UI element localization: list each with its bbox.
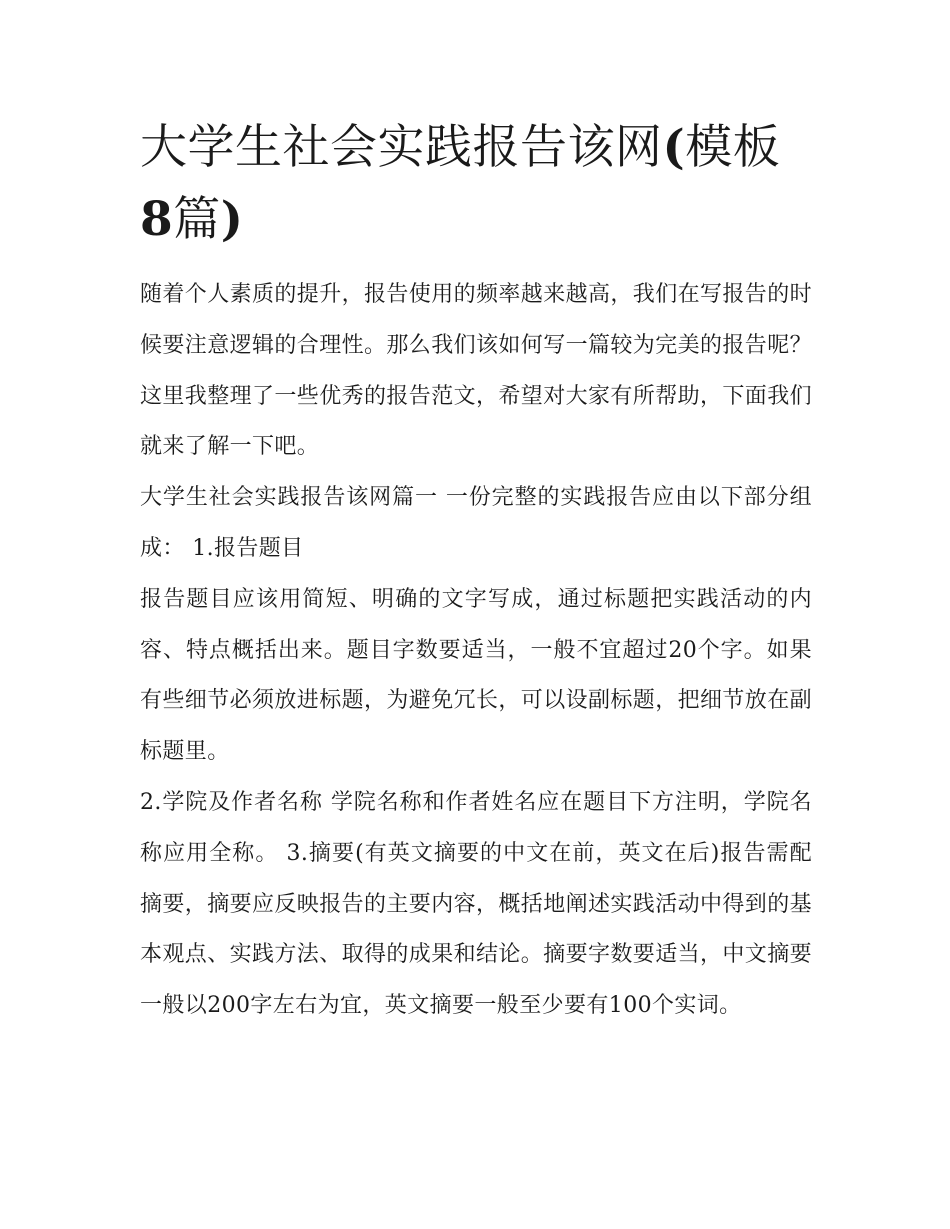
document-page bbox=[140, 112, 812, 1032]
paragraph-report-title: 报告题目应该用简短、明确的文字写成，通过标题把实践活动的内容、特点概括出来。题目字数要适当，一般不宜超过20个字。如果有些细节必须放进标题，为避免冗长，可以设副标题，把细节放在副标题里。 bbox=[140, 586, 813, 765]
paragraph-intro: 随着个人素质的提升，报告使用的频率越来越高，我们在写报告的时候要注意逻辑的合理性。那么我们该如何写一篇较为完美的报告呢？这里我整理了一些优秀的报告范文，希望对大家有所帮助，下面我们就来了解一下吧。 bbox=[140, 282, 813, 460]
document-title: 大学生社会实践报告该网(模板8篇) bbox=[140, 120, 781, 247]
paragraph-author-abstract: 2.学院及作者名称 学院名称和作者姓名应在题目下方注明，学院名称应用全称。 3.摘要(有英文摘要的中文在前，英文在后)报告需配摘要，摘要应反映报告的主要内容，概括地阐述实践活动中得到的基本观点、实践方法、取得的成果和结论。摘要字数要适当，中文摘要一般以200字左右为宜，英文摘要一般至少要有100个实词。 bbox=[140, 789, 813, 1019]
paragraph-report-structure: 大学生社会实践报告该网篇一 一份完整的实践报告应由以下部分组成： 1.报告题目 bbox=[140, 485, 812, 561]
